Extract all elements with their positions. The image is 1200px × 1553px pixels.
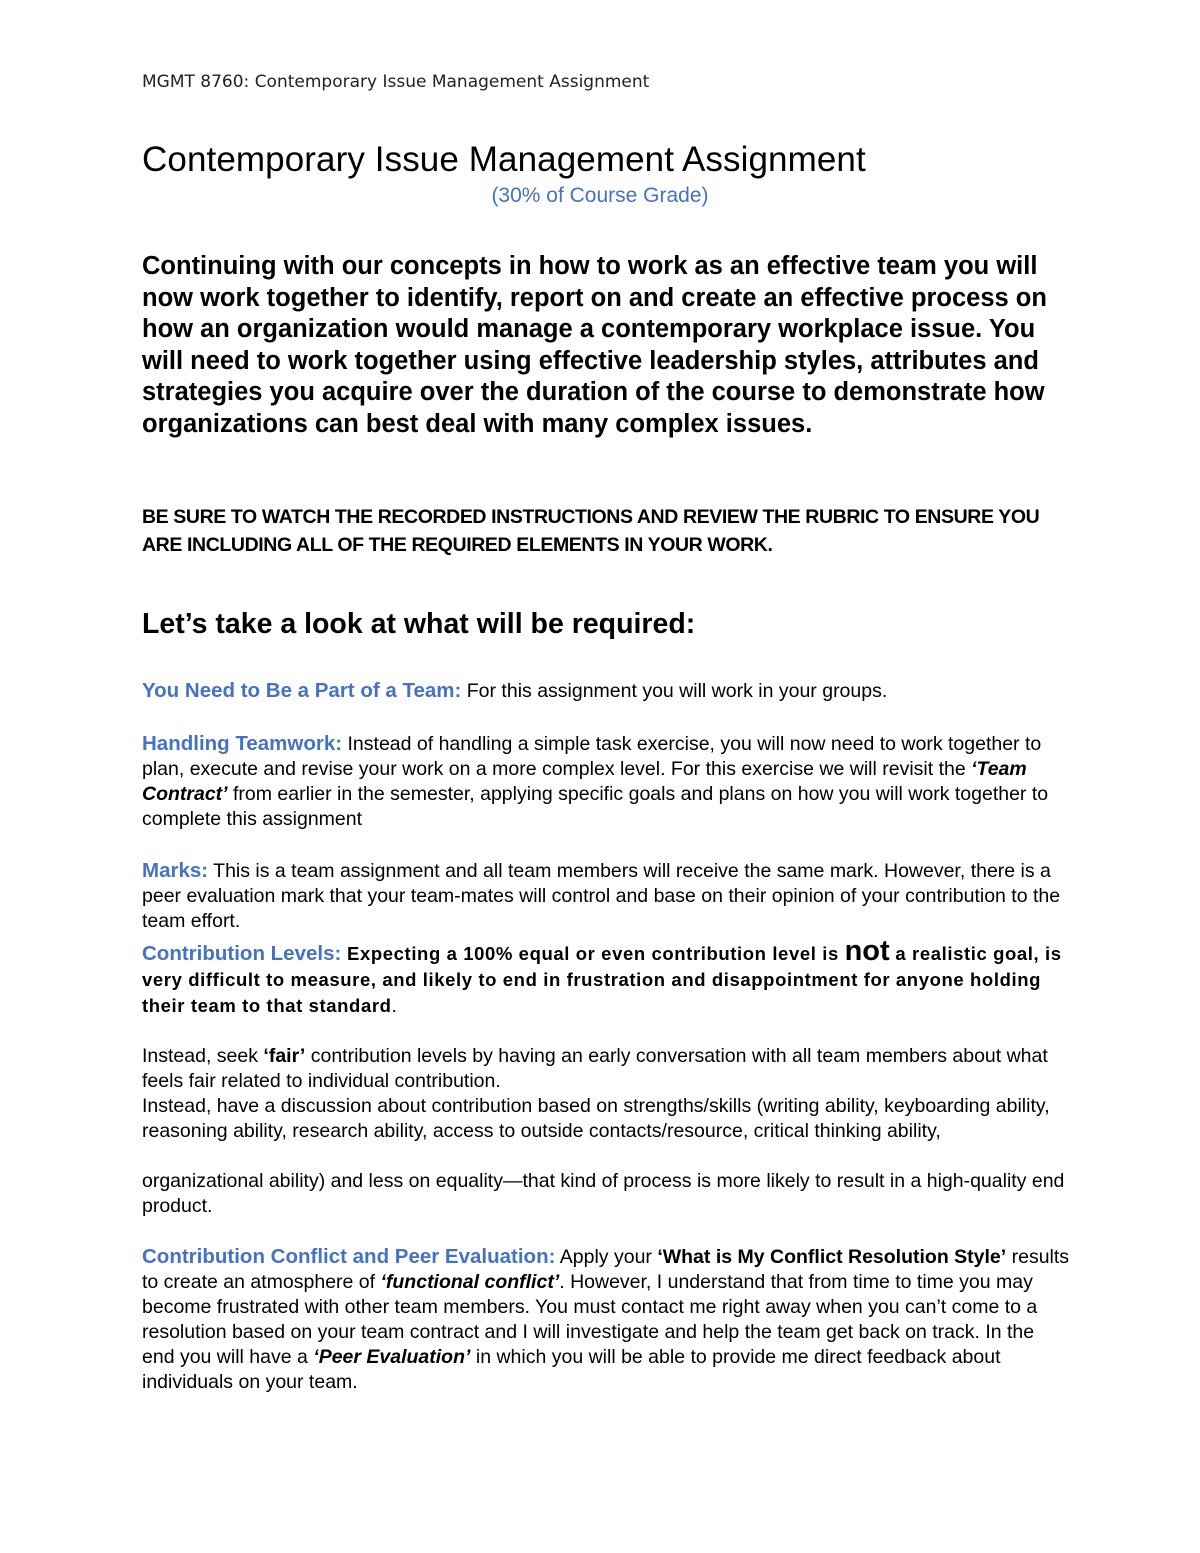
team-contract-term: ‘Team Contract’ bbox=[142, 758, 1027, 805]
conflict-style-term: ‘What is My Conflict Resolution Style’ bbox=[657, 1246, 1007, 1268]
conflict-text-1: Apply your bbox=[555, 1246, 658, 1268]
conflict-text-2: results to create an atmosphere of bbox=[142, 1246, 1070, 1293]
peer-evaluation-term: ‘Peer Evaluation’ bbox=[313, 1346, 471, 1368]
marks-label: Marks: bbox=[142, 859, 209, 882]
functional-conflict-term: ‘functional conflict’ bbox=[380, 1271, 560, 1293]
strengths-paragraph: Instead, have a discussion about contribution based on strengths/skills (writing ability, keyboarding ability, reasoning ability, research ability, access to outside contacts/resource, critical thinking ability, bbox=[142, 1095, 1050, 1142]
fair-term: ‘fair’ bbox=[263, 1045, 306, 1067]
page-header: MGMT 8760: Contemporary Issue Management Assignment bbox=[142, 72, 650, 92]
conflict-label: Contribution Conflict and Peer Evaluation: bbox=[142, 1245, 556, 1268]
conflict-section bbox=[142, 1244, 1072, 1395]
marks-section bbox=[142, 858, 1072, 934]
grade-weight-subtitle: (30% of Course Grade) bbox=[491, 184, 709, 207]
not-emphasis: not bbox=[844, 935, 890, 967]
teamwork-section bbox=[142, 731, 1072, 832]
conflict-text-3: . However, I understand that from time to time you may become frustrated with other team members. You must contact me right away when you can’t come to a resolution based on your team contract and I will investigate and help the team get back on track. In the end you will have a bbox=[142, 1271, 1038, 1368]
teamwork-label: Handling Teamwork: bbox=[142, 732, 343, 755]
requirements-heading: Let’s take a look at what will be required: bbox=[142, 608, 696, 640]
team-text: For this assignment you will work in your groups. bbox=[461, 680, 888, 702]
team-section bbox=[142, 678, 1072, 704]
contribution-levels-label: Contribution Levels: bbox=[142, 942, 342, 965]
organizational-paragraph: organizational ability) and less on equality—that kind of process is more likely to result in a high-quality end product. bbox=[142, 1170, 1065, 1217]
fair-text-2: contribution levels by having an early conversation with all team members about what feels fair related to individual contribution. bbox=[142, 1045, 1048, 1092]
contribution-levels-text-1: Expecting a 100% equal or even contribution level is bbox=[341, 943, 845, 964]
intro-paragraph: Continuing with our concepts in how to work as an effective team you will now work together to identify, report on and create an effective process on how an organization would manage a contemporary workplace issue. You will need to work together using effective leadership styles, attributes and strategies you acquire over the duration of the course to demonstrate how organizations can best deal with many complex issues. bbox=[142, 252, 1047, 438]
contribution-levels-text-2: a realistic goal, is very difficult to measure, and likely to end in frustration and disappointment for anyone holding their team to that standard bbox=[142, 943, 1062, 1016]
contribution-levels-end: . bbox=[391, 995, 397, 1017]
marks-text: This is a team assignment and all team members will receive the same mark. However, there is a peer evaluation mark that your team-mates will control and base on their opinion of your contribution to the team effort. bbox=[142, 860, 1061, 932]
conflict-text-4: in which you will be able to provide me direct feedback about individuals on your team. bbox=[142, 1346, 1001, 1393]
fair-contribution-paragraph bbox=[142, 1044, 1072, 1094]
team-label: You Need to Be a Part of a Team: bbox=[142, 679, 462, 702]
document-title: Contemporary Issue Management Assignment bbox=[142, 140, 866, 179]
contribution-levels-section bbox=[142, 935, 1072, 1019]
fair-text-1: Instead, seek bbox=[142, 1045, 264, 1067]
teamwork-text-2: from earlier in the semester, applying specific goals and plans on how you will work together to complete this assignment bbox=[142, 783, 1049, 830]
instructions-notice: BE SURE TO WATCH THE RECORDED INSTRUCTIONS AND REVIEW THE RUBRIC TO ENSURE YOU ARE INCLUDING ALL OF THE REQUIRED ELEMENTS IN YOUR WORK. bbox=[142, 506, 1040, 556]
teamwork-text-1: Instead of handling a simple task exercise, you will now need to work together to plan, execute and revise your work on a more complex level. For this exercise we will revisit the bbox=[142, 733, 1042, 780]
